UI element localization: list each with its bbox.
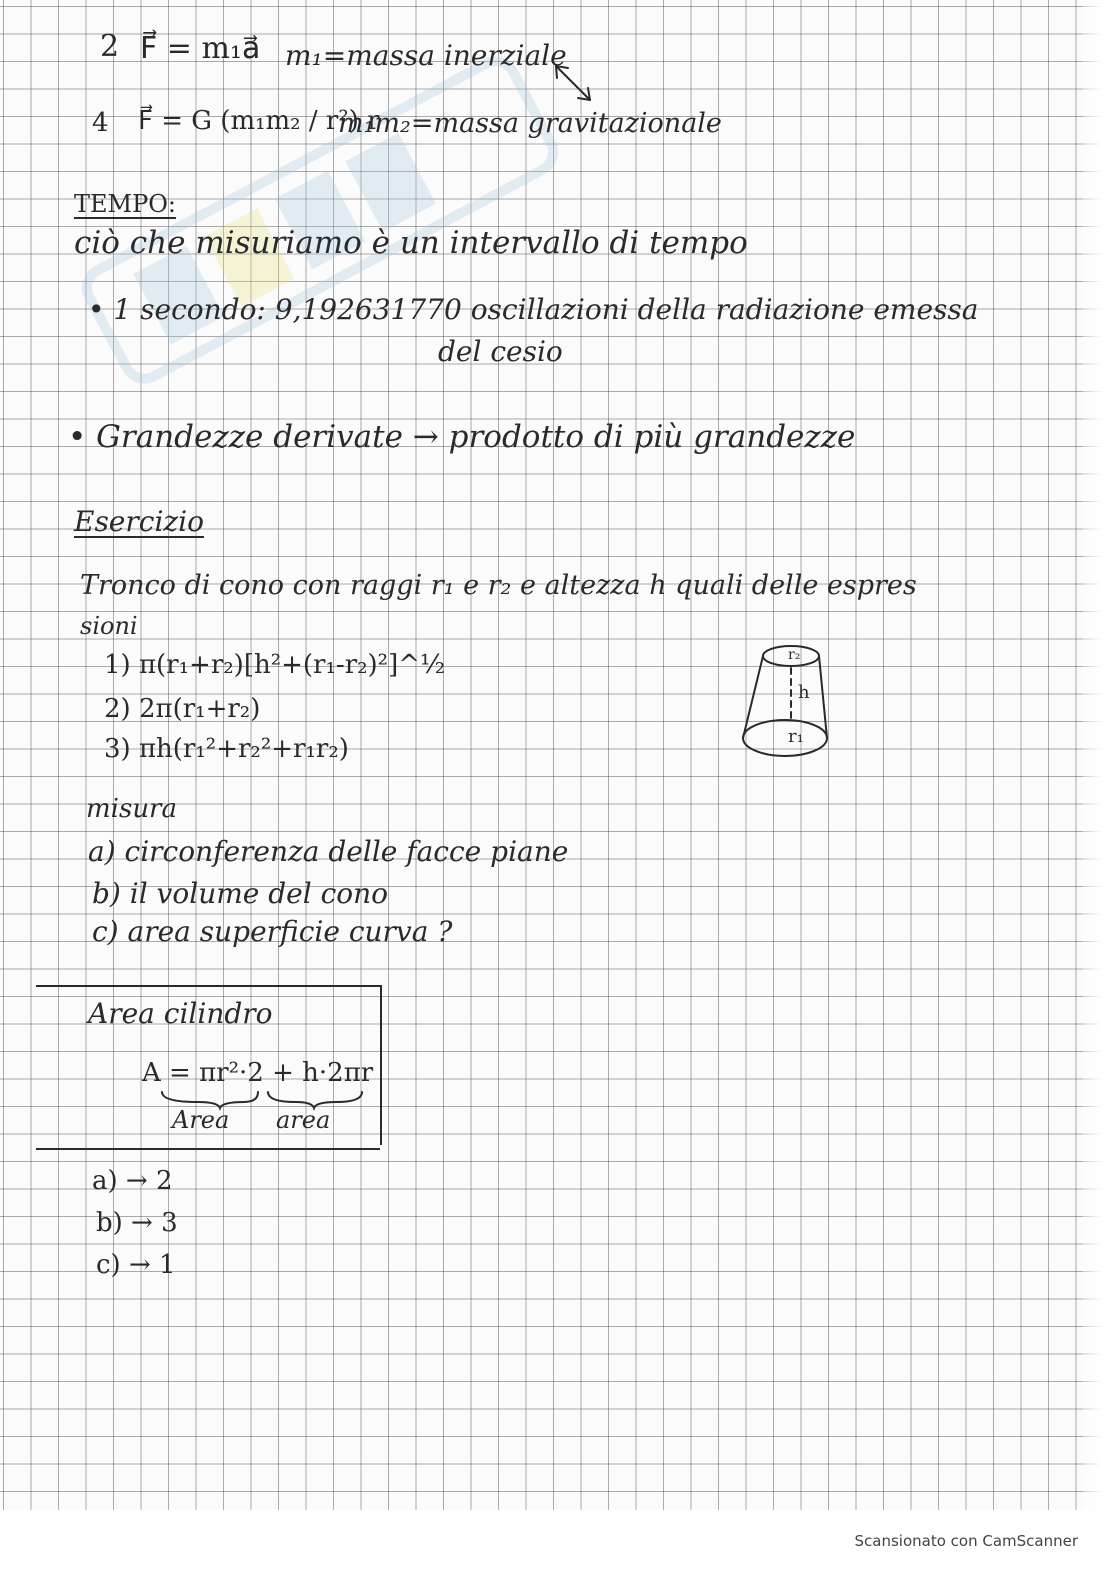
box-bottom-line (36, 1148, 380, 1150)
law2-formula: F⃗ = m₁a⃗ (140, 31, 261, 66)
law2-definition: m₁=massa inerziale (285, 39, 567, 72)
double-arrow-icon (548, 60, 598, 110)
measure-a: a) circonferenza delle facce piane (88, 835, 569, 868)
paper-edge-right (1082, 0, 1116, 1579)
answer-a: a) → 2 (92, 1166, 173, 1196)
scanner-footer: Scansionato con CamScanner (854, 1532, 1078, 1550)
expression-3: 3) πh(r₁²+r₂²+r₁r₂) (104, 734, 349, 764)
second-definition-line2: del cesio (438, 335, 563, 368)
measure-heading: misura (86, 794, 177, 824)
law4-formula: F⃗ = G (m₁m₂ / r²) r (138, 106, 380, 136)
answer-b: b) → 3 (96, 1208, 178, 1238)
second-definition-line1: • 1 secondo: 9,192631770 oscillazioni della radiazione emessa (88, 293, 979, 326)
sketch-label-bottom: r₁ (788, 726, 804, 747)
time-sentence: ciò che misuriamo è un intervallo di tempo (74, 225, 748, 261)
box-label-left: Area (172, 1106, 230, 1134)
law4-definition: m₁m₂=massa gravitazionale (338, 108, 722, 139)
law2-number: 2 (100, 29, 120, 64)
derived-quantities: • Grandezze derivate → prodotto di più grandezze (68, 419, 856, 455)
truncated-cone-sketch (735, 640, 835, 770)
box-title: Area cilindro (88, 997, 273, 1030)
measure-c: c) area superficie curva ? (92, 915, 453, 948)
box-formula: A = πr²·2 + h·2πr (142, 1058, 374, 1088)
box-label-right: area (276, 1106, 331, 1134)
exercise-text-line2: sioni (80, 612, 138, 640)
measure-b: b) il volume del cono (92, 877, 389, 910)
exercise-heading: Esercizio (74, 505, 204, 538)
expression-2: 2) 2π(r₁+r₂) (104, 694, 261, 724)
answer-c: c) → 1 (96, 1250, 176, 1280)
expression-1: 1) π(r₁+r₂)[h²+(r₁-r₂)²]^½ (104, 650, 446, 680)
sketch-label-height: h (798, 682, 810, 703)
law4-number: 4 (92, 108, 109, 138)
time-heading: TEMPO: (74, 190, 177, 218)
exercise-text-line1: Tronco di cono con raggi r₁ e r₂ e altezza h quali delle espres (80, 570, 917, 601)
sketch-label-top: r₂ (788, 647, 801, 663)
